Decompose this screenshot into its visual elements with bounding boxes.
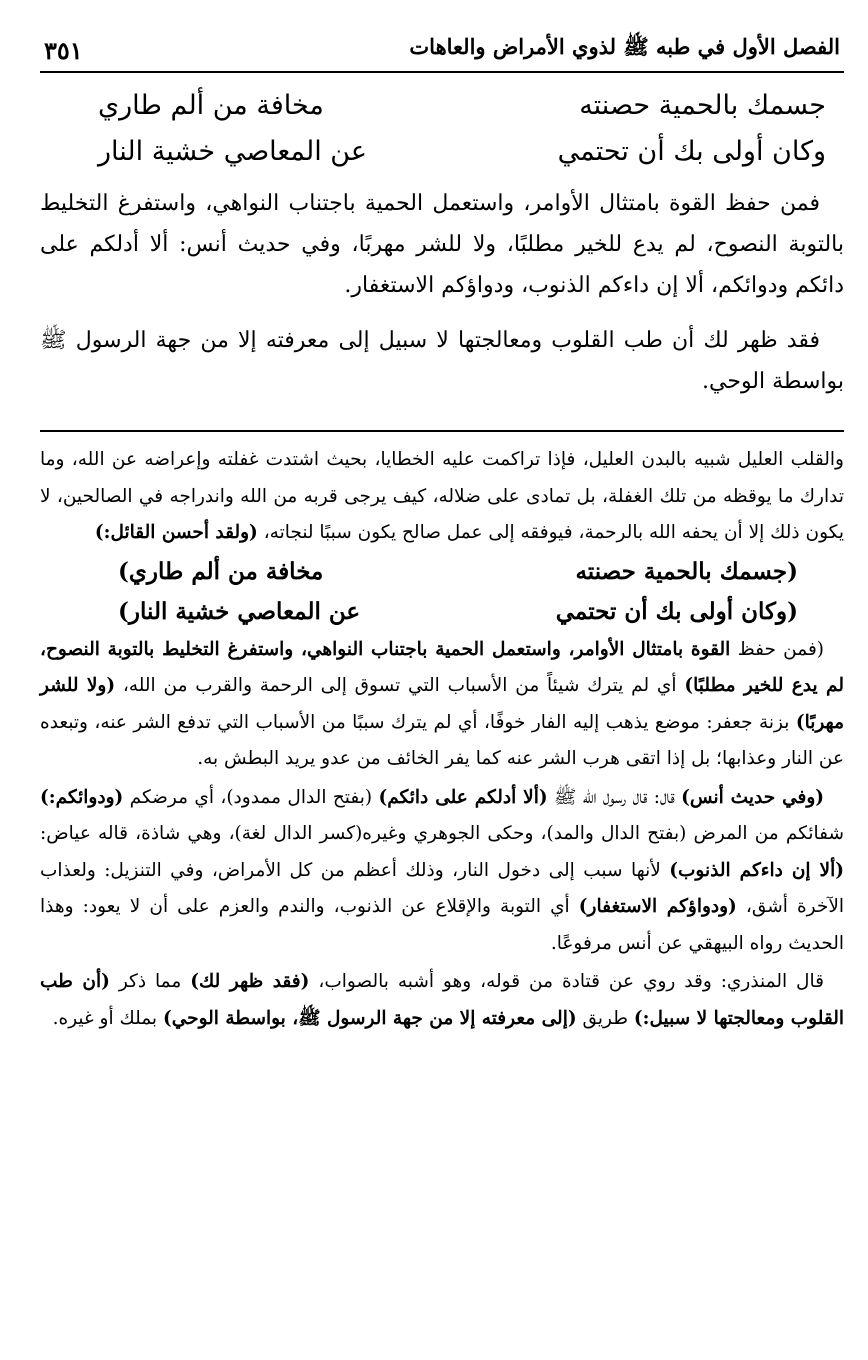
commentary (40, 442, 844, 1037)
verse-line (40, 83, 844, 129)
main-paragraph: فقد ظهر لك أن طب القلوب ومعالجتها لا سبيل إلى معرفته إلا من جهة الرسول ﷺ بواسطة الوحي. (40, 328, 844, 394)
running-title: الفصل الأول في طبه ﷺ لذوي الأمراض والعاهات (409, 34, 840, 59)
footnote-divider (40, 430, 844, 432)
verse-first-hemistich: وكان أولى بك أن تحتمي (557, 136, 826, 167)
poem-verses (40, 83, 844, 175)
verse-second-hemistich: عن المعاصي خشية النار (98, 136, 367, 167)
verse-first-hemistich: جسمك بالحمية حصنته (579, 90, 826, 121)
page-header (40, 34, 844, 73)
commentary-paragraph: (وفي حديث أنس) قال: قال رسول الله ﷺ (ألا أدلكم على دائكم) (بفتح الدال ممدود)، أي مرضكم (ودوائكم:) شفائكم من المرض (بفتح الدال والمد)، وحكى الجوهري وغيره(كسر الدال لغة)، وهي شاذة، قاله عياض: (ألا إن داءكم الذنوب) لأنها سبب إلى دخول النار، وذلك أعظم من كل الأمراض، وفي التنزيل: ولعذاب الآخرة أشق، (ودواؤكم الاستغفار) أي التوبة والإقلاع عن الذنوب، والندم والعزم على أن لا يعود: وهذا الحديث رواه البيهقي عن أنس مرفوعًا. (40, 786, 845, 954)
page-number: ٣٥١ (44, 36, 83, 65)
main-text (40, 183, 844, 402)
verse-line (40, 129, 844, 175)
commentary-paragraph: (فمن حفظ القوة بامتثال الأوامر، واستعمل الحمية باجتناب النواهي، واستفرغ التخليط بالتوبة النصوح، لم يدع للخير مطلبًا) أي لم يترك شيئاً من الأسباب التي تسوق إلى الرحمة والقرب من الله، (ولا للشر مهربًا) بزنة جعفر: موضع يذهب إليه الفار خوفًا، أي لم يترك سببًا من الأسباب التي تدفع الشر عنه، وتبعده عن النار وعذابها؛ بل إذا اتقى هرب الشر عنه كما يفر الخائف من عدو يريد البطش به. (40, 638, 844, 769)
commentary-verse-line: (وكان أولى بك أن تحتمي عن المعاصي خشية النار) (118, 597, 798, 625)
verse-second-hemistich: مخافة من ألم طاري (98, 90, 324, 121)
commentary-paragraph: والقلب العليل شبيه بالبدن العليل، فإذا تراكمت عليه الخطايا، بحيث اشتدت غفلته وإعراضه عن الله، وما تدارك ما يوقظه من تلك الغفلة، بل تمادى على ضلاله، كيف يرجى قربه من الله واندراجه في الصالحين، لا يكون ذلك إلا أن يحفه الله بالرحمة، فيوفقه إلى عمل صالح يكون سببًا لنجاته، (ولقد أحسن القائل:) (40, 449, 844, 543)
commentary-verse-line: (جسمك بالحمية حصنته مخافة من ألم طاري) (118, 557, 798, 585)
commentary-paragraph: قال المنذري: وقد روي عن قتادة من قوله، وهو أشبه بالصواب، (فقد ظهر لك) مما ذكر (أن طب القلوب ومعالجتها لا سبيل:) طريق (إلى معرفته إلا من جهة الرسول ﷺ، بواسطة الوحي) بملك أو غيره. (40, 971, 844, 1029)
main-paragraph: فمن حفظ القوة بامتثال الأوامر، واستعمل الحمية باجتناب النواهي، واستفرغ التخليط بالتوبة النصوح، لم يدع للخير مطلبًا، ولا للشر مهربًا، وفي حديث أنس: ألا أدلكم على دائكم ودوائكم، ألا إن داءكم الذنوب، ودواؤكم الاستغفار. (40, 191, 844, 298)
